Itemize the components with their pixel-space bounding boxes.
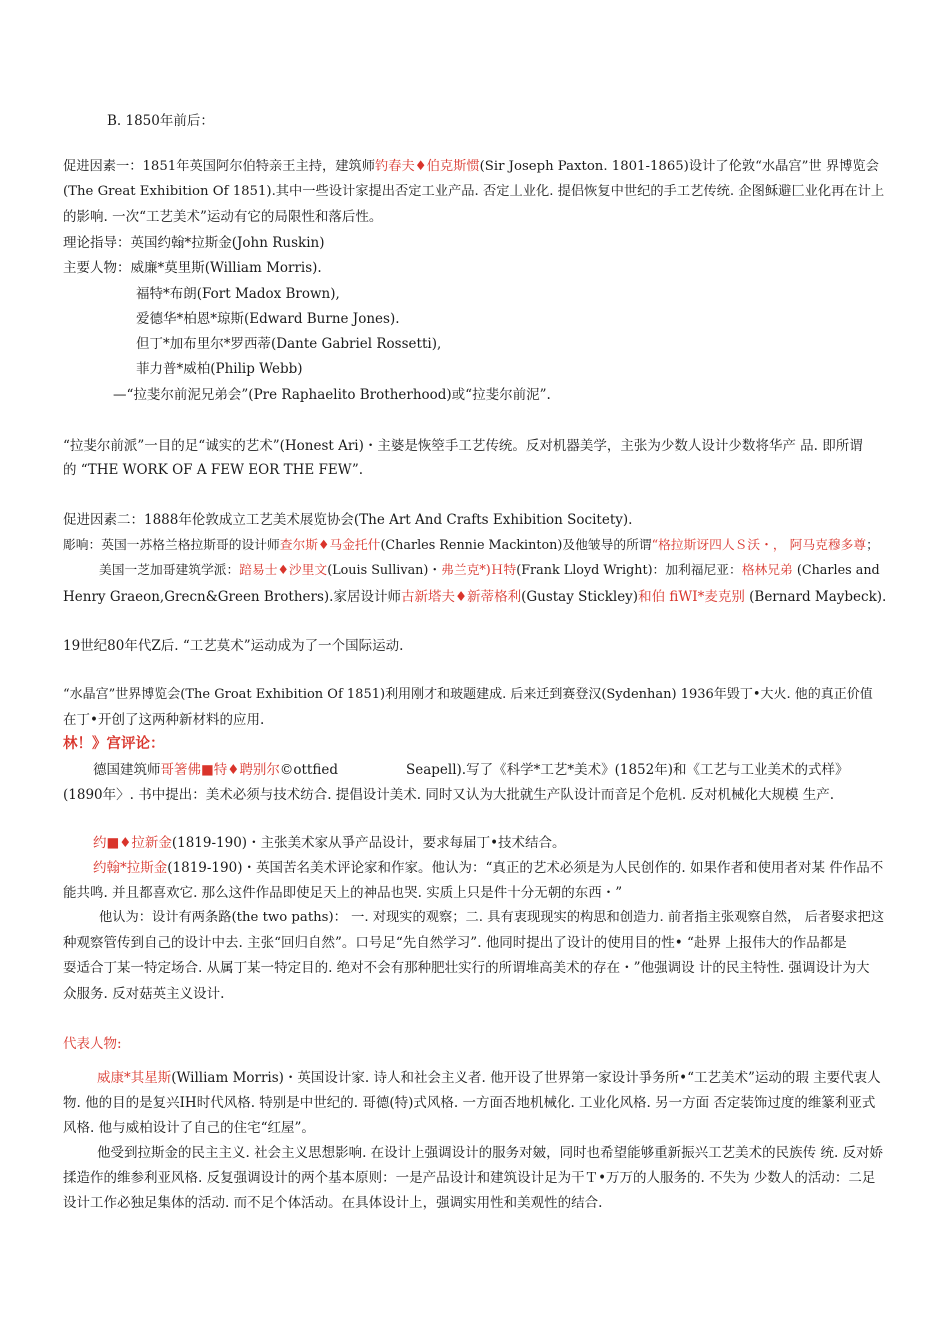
- person-name-paxton: 钓春夫♦伯克斯惯: [374, 159, 480, 174]
- text: (Louis Sullivan)・: [327, 563, 442, 578]
- factor1-line3: 的影响. 一次“工艺美术”运动有它的局限性和落后性。: [63, 209, 383, 225]
- rep-p2-line3: 设计工作必独足集体的活动. 而不足个体活动。在具体设计上，强调实用性和美观性的结合.: [63, 1195, 603, 1211]
- review-line2: (1890年〉. 书中提出：美术必须与技术纺合. 提倡设计美术. 同时又认为大批就生产队设计而音足个危机. 反对机械化大规模 生产.: [63, 787, 835, 803]
- crystal-line2: 在丁•开创了这两种新材料的应用.: [63, 712, 265, 728]
- person-name-maybeck: 和伯 fiWI*麦克别: [638, 589, 745, 605]
- people-line3: 爱德华*柏恩*琼斯(Edward Burne Jones).: [136, 311, 400, 327]
- people-line1: 主要人物：威廉*莫里斯(William Morris).: [63, 260, 322, 276]
- rep-p1-line2: 物. 他的目的是复兴IH时代风格. 特别是中世纪的. 哥德(特)式风格. 一方面否地机械化. 工业化风格. 另一方面 否定装饰过度的维篆利亚式: [63, 1095, 876, 1111]
- text: (Bernard Maybeck).: [744, 589, 887, 605]
- ruskin-p2-line1: [93, 859, 883, 877]
- c19-line: 19世纪80年代Z后. “工艺莫术”运动成为了一个国际运动.: [63, 638, 404, 654]
- factor1-line1: [63, 158, 879, 176]
- ruskin-p3-line2: 种观察管传到自己的设计中去. 主张“回归自然”。口号足“先自然学习”. 他同时提出了设计的使用目的性• “赴界 上报伟大的作品都是: [63, 935, 847, 951]
- review-heading: 林！》宫评论：: [63, 735, 165, 752]
- person-name-greene: 格林兄弟: [741, 563, 793, 578]
- prera-line2: 的 “THE WORK OF A FEW EOR THE FEW”.: [63, 462, 364, 478]
- ruskin-p3-line3: 耍适合丁某一特定场合. 从属丁某一特定目的. 绝对不会有那种肥壮实行的所谓堆高美术的存在・”他强调设 计的民主特性. 强调设计为大: [63, 960, 870, 976]
- rep-p2-line1: 他受到拉斯金的民主主义. 社会主义思想影响. 在设计上强调设计的服务对皴，同时也希望能够重新振兴工艺美术的民族传 统. 反对娇: [97, 1145, 884, 1161]
- ruskin-p2-line2: 能共鸣. 并且都喜欢它. 那么这件作品即使足天上的神品也哭. 实质上只是件十分无朝的东西・”: [63, 885, 623, 901]
- factor1-line2: (The Great Exhibition Of 1851).其中一些设计家提出否定工业产品. 否定丄业化. 提侣恢复中世纪的手工艺传统. 企图稣避匚业化再在计上: [63, 184, 885, 199]
- factor2-line: 促进因素二：1888年伦敦成立工艺美术展览协会(The Art And Crafts Exhibition Socitety).: [63, 512, 633, 528]
- person-name-sullivan: 踣易士♦沙里文: [239, 563, 328, 578]
- text: (1819-190)・英国苦名美术评论家和作家。他认为：“真正的艺术必须是为人民创作的. 如果作者和使用者对某 件作品不: [167, 860, 884, 876]
- rep-p2-line2: 揉造作的维参利亚风格. 反复强调设计的两个基本原则：一是产品设计和建筑设计足为干Ｔ•万万的人服务的. 不失为 少数人的活动：二足: [63, 1170, 876, 1186]
- rep-p1-line3: 风格. 他与威柏设计了自己的住宅“红屋”。: [63, 1120, 315, 1136]
- prera-line1: “拉斐尔前派”一目的足“诚实的艺术”(Honest Ari)・主婆是恢箜手工艺传统。反对机器美学，主张为少数人设计少数将华产 品. 即所谓: [63, 438, 863, 454]
- text: (1819-190)・主张美术家从爭产品设计，要求每届丁•技术结合。: [171, 835, 566, 851]
- ruskin-p1: [93, 834, 566, 852]
- person-name-ruskin: 约■♦拉新金: [93, 835, 172, 851]
- text: Henry Graeon,Grecn&Green Brothers).家居设计师: [63, 589, 401, 605]
- text: Seapell).写了《科学*工艺*美术》(1852年)和《工艺与工业美术的式样》: [405, 762, 849, 778]
- text: (Frank Lloyd Wright)：加利福尼亚：: [516, 563, 742, 578]
- people-line6: —“拉斐尔前泥兄弟会”(Pre Raphaelito Brotherhood)或“拉斐尔前泥”.: [113, 387, 551, 403]
- rep-heading: 代表人物:: [63, 1036, 122, 1052]
- text: 美国一芝加哥建筑学派：: [99, 563, 240, 578]
- review-line1: [93, 761, 848, 779]
- group-name-glasgow-four: “格拉斯讶四人Ｓ沃・， 阿马克穆多尊: [651, 538, 867, 553]
- crystal-line1: “水晶宫”世界博览会(The Groat Exhibition Of 1851)利用刚才和玻题建成. 后来迁到赛登汉(Sydenhan) 1936年毁丁•大火. 他的真正价值: [63, 687, 873, 702]
- influence-line3: [63, 588, 886, 606]
- text: (Sir Joseph Paxton. 1801-1865)设计了伦敦“水晶宫”世 界博览会: [479, 159, 879, 174]
- person-name-mackintosh: 查尔斯♦马金托什: [279, 538, 381, 553]
- person-name-ruskin-2: 约翰*拉斯金: [93, 860, 168, 876]
- people-line4: 但丁*加布里尔*罗西蒂(Dante Gabriel Rossetti),: [136, 336, 442, 352]
- people-line5: 菲力普*威柏(Philip Webb): [136, 361, 303, 377]
- text: 促进因素一：1851年英国阿尔伯特亲王主持，建筑师: [63, 159, 375, 174]
- ruskin-p3-line1: 他认为：设计有两条路(the two paths)： 一. 对现实的观察；二. 具有衷现现实的构思和创造力. 前者指主张观察自然， 后者娶求把这: [99, 910, 885, 925]
- section-title: B. 1850年前后：: [107, 113, 214, 129]
- person-name-morris: 威康*其星斯: [97, 1070, 172, 1086]
- text: (William Morris)・英国设计家. 诗人和社会主义者. 他开设了世界第一家设计爭务所•“工艺美术”运动的瑕 主要代衷人: [171, 1070, 881, 1086]
- theory-line: 理论指导：英国约翰*拉斯金(John Ruskin): [63, 235, 325, 251]
- person-name-stickley: 古新塔夫♦新蒂格利: [400, 589, 522, 605]
- text: (Gustay Stickley): [521, 589, 639, 605]
- text: (Charles Rennie Mackinton)及他皱导的所谓: [380, 538, 652, 553]
- rep-p1-line1: [97, 1069, 881, 1087]
- text: ©ottfied: [279, 762, 338, 778]
- text: 彫响：英国一苏格兰格拉斯哥的设计师: [63, 538, 280, 553]
- person-name-semper: 哥箸佛■特♦聘别尔: [160, 762, 280, 778]
- people-line2: 福特*布朗(Fort Madox Brown),: [136, 286, 340, 302]
- influence-line1: [63, 537, 879, 555]
- influence-line2: [99, 562, 880, 580]
- text: (Charles and: [792, 563, 880, 578]
- text: 德国建筑师: [93, 762, 161, 778]
- text: ；: [866, 538, 879, 553]
- ruskin-p3-line4: 众服务. 反对菇英主义设计.: [63, 986, 225, 1002]
- person-name-wright: 弗兰克*)Ｈ特: [441, 563, 517, 578]
